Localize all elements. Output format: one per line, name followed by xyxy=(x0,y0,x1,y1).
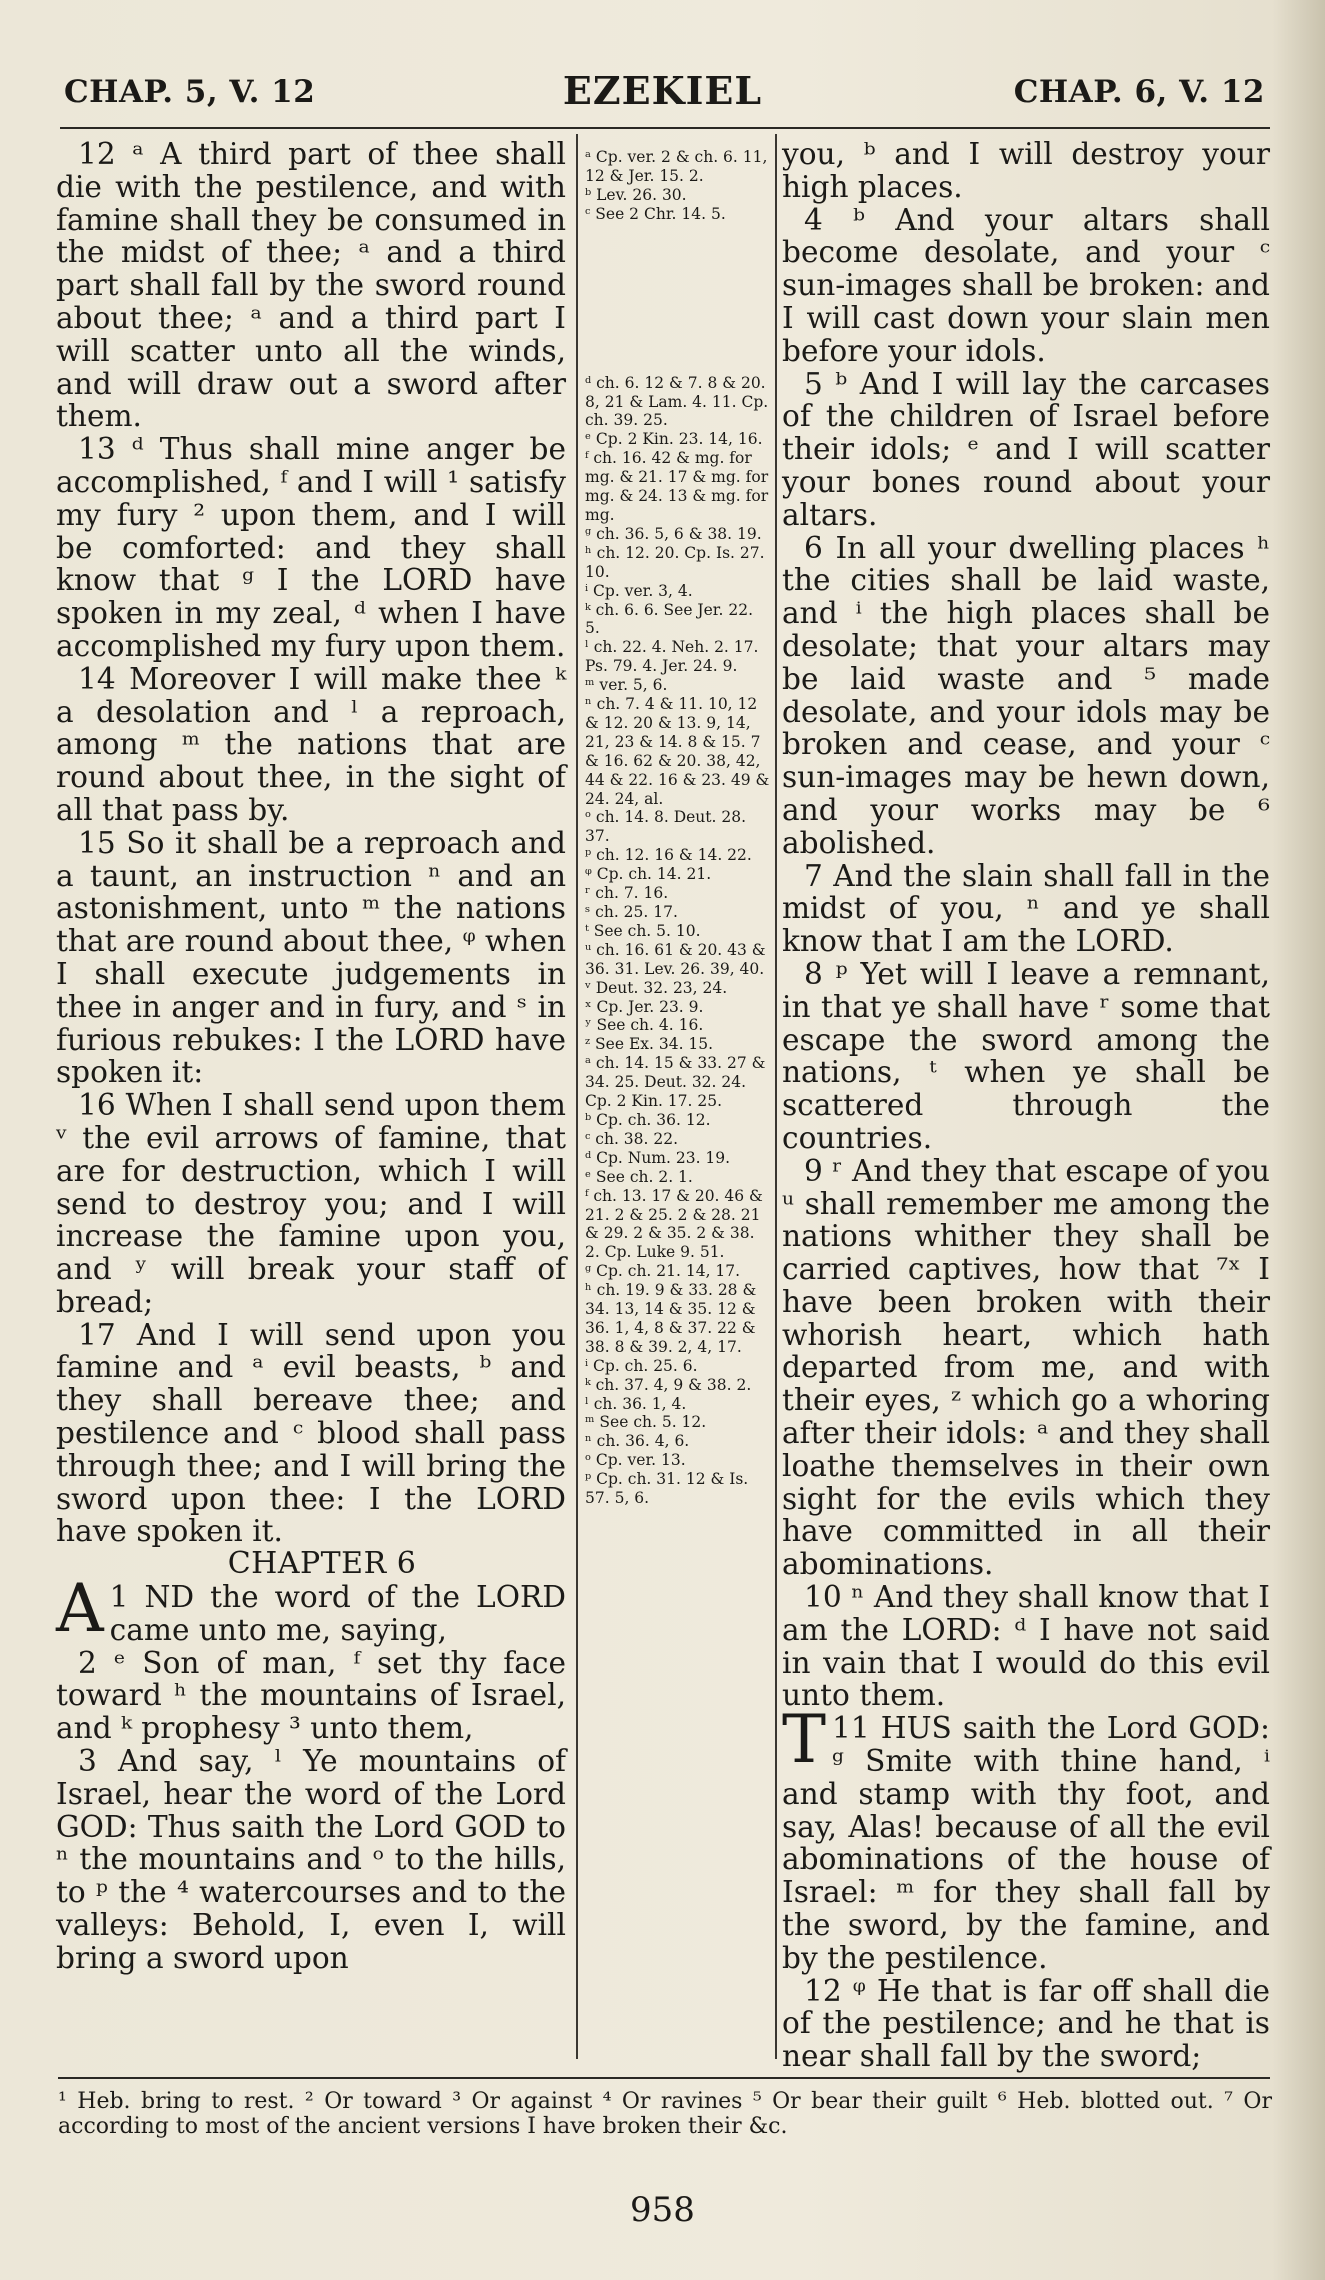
margin-ref: ᵉ Cp. 2 Kin. 23. 14, 16. xyxy=(585,430,763,449)
margin-ref: ᵇ Cp. ch. 36. 12. xyxy=(585,1110,711,1129)
verse-5-12: 12 ᵃ A third part of thee shall die with the pestilence, and with famine shall they be consumed in the midst of thee; ᵃ and a third part shall fall by the sword round about thee; ᵃ and a third part I will scatter unto all the winds, and will draw out a sword after them. xyxy=(56,137,566,434)
chapter-6-heading: CHAPTER 6 xyxy=(227,1546,417,1582)
verse-6-7: 7 And the slain shall fall in the midst of you, ⁿ and ye shall know that I am the LORD. xyxy=(782,858,1270,959)
verse-6-11-number: 11 xyxy=(832,1711,870,1746)
header-chapter-verse-right: CHAP. 6, V. 12 xyxy=(1013,74,1265,110)
verse-6-8: 8 ᵖ Yet will I leave a remnant, in that ye shall have ʳ some that escape the sword among the nations, ᵗ when ye shall be scattered through the countries. xyxy=(782,956,1270,1155)
margin-ref: ᶠ ch. 16. 42 & mg. for mg. & 21. 17 & mg. for mg. & 24. 13 & mg. for mg. xyxy=(585,449,769,524)
margin-ref: ʰ ch. 12. 20. Cp. Is. 27. 10. xyxy=(585,543,765,581)
margin-ref: ᵍ ch. 36. 5, 6 & 38. 19. xyxy=(585,524,762,543)
footnotes: ¹ Heb. bring to rest. ² Or toward ³ Or against ⁴ Or ravines ⁵ Or bear their guilt ⁶ Heb. blotted out. ⁷ Or according to most of the ancient versions I have broken their &c. xyxy=(58,2089,1272,2139)
verse-6-9: 9 ʳ And they that escape of you ᵘ shall remember me among the nations whither they shall be carried captives, how that ⁷ˣ I have been broken with their whorish heart, which hath departed from me, and with their eyes, ᶻ which go a whoring after their idols: ᵃ and they shall loathe themselves in their own sight for the evils which they have committed in all their abominations. xyxy=(782,1153,1270,1582)
margin-ref: ⁿ ch. 7. 4 & 11. 10, 12 & 12. 20 & 13. 9, 14, 21, 23 & 14. 8 & 15. 7 & 16. 62 & 20. 38, 42, 44 & 22. 16 & 23. 49 & 24. 24, al. xyxy=(585,695,770,808)
margin-ref: ᵈ Cp. Num. 23. 19. xyxy=(585,1148,731,1167)
margin-ref: ᵈ ch. 6. 12 & 7. 8 & 20. 8, 21 & Lam. 4. 11. Cp. ch. 39. 25. xyxy=(585,373,769,430)
running-header xyxy=(60,62,1265,122)
margin-ref: ʰ ch. 19. 9 & 33. 28 & 34. 13, 14 & 35. 12 & 36. 1, 4, 8 & 37. 22 & 38. 8 & 39. 2, 4, 17. xyxy=(585,1281,757,1356)
verse-6-1 xyxy=(56,1570,566,1648)
verse-5-13: 13 ᵈ Thus shall mine anger be accomplished, ᶠ and I will ¹ satisfy my fury ² upon them, and I will be comforted: and they shall know that ᵍ I the LORD have spoken in my zeal, ᵈ when I have accomplished my fury upon them. xyxy=(56,432,566,663)
page-number: 958 xyxy=(630,2190,695,2230)
footnote-rule xyxy=(58,2077,1270,2079)
verse-6-11-text: HUS saith the Lord GOD: ᵍ Smite with thine hand, ⁱ and stamp with thy foot, and say, Alas! because of all the evil abominations of the house of Israel: ᵐ for they shall fall by the sword, by the famine, and by the pestilence. xyxy=(782,1711,1270,1975)
margin-ref: ᶜ See 2 Chr. 14. 5. xyxy=(585,204,726,223)
verse-6-5: 5 ᵇ And I will lay the carcases of the children of Israel before their idols; ᵉ and I will scatter your bones round about your altars. xyxy=(782,366,1270,532)
verse-6-3: 3 And say, ˡ Ye mountains of Israel, hear the word of the Lord GOD: Thus saith the Lord GOD to ⁿ the mountains and ᵒ to the hills, to ᵖ the ⁴ watercourses and to the valleys: Behold, I, even I, will bring a sword upon xyxy=(56,1744,566,1975)
margin-ref: ʳ ch. 7. 16. xyxy=(585,884,669,903)
margin-ref: ᵖ ch. 12. 16 & 14. 22. xyxy=(585,846,752,865)
verse-5-14: 14 Moreover I will make thee ᵏ a desolation and ˡ a reproach, among ᵐ the nations that are round about thee, in the sight of all that pass by. xyxy=(56,661,566,827)
verse-6-2: 2 ᵉ Son of man, ᶠ set thy face toward ʰ the mountains of Israel, and ᵏ prophesy ³ unto them, xyxy=(56,1645,566,1746)
margin-ref: ᵉ See ch. 2. 1. xyxy=(585,1167,693,1186)
verse-6-3-continued: you, ᵇ and I will destroy your high places. xyxy=(782,137,1270,204)
margin-ref: ᵠ Cp. ch. 14. 21. xyxy=(585,865,712,884)
verse-6-1-number: 1 xyxy=(109,1580,129,1615)
margin-ref: ᵛ Deut. 32. 23, 24. xyxy=(585,978,728,997)
margin-ref: ⁱ Cp. ver. 3, 4. xyxy=(585,581,693,600)
verse-5-15: 15 So it shall be a reproach and a taunt, an instruction ⁿ and an astonishment, unto ᵐ the nations that are round about thee, ᵠ when I shall execute judgements in thee in anger and in fury, and ˢ in furious rebukes: I the LORD have spoken it: xyxy=(56,825,567,1090)
drop-cap-a: A xyxy=(56,1570,104,1648)
verse-6-6: 6 In all your dwelling places ʰ the cities shall be laid waste, and ⁱ the high places shall be desolate; that your altars may be laid waste and ⁵ made desolate, and your idols may be broken and cease, and your ᶜ sun-images may be hewn down, and your works may be ⁶ abolished. xyxy=(782,530,1270,860)
header-rule xyxy=(60,127,1270,129)
verse-5-16: 16 When I shall send upon them ᵛ the evil arrows of famine, that are for destruction, which I will send to destroy you; and I will increase the famine upon you, and ʸ will break your staff of bread; xyxy=(56,1088,566,1319)
margin-ref: ᶠ ch. 13. 17 & 20. 46 & 21. 2 & 25. 2 & 28. 21 & 29. 2 & 35. 2 & 38. 2. Cp. Luke 9. 51. xyxy=(585,1186,763,1262)
margin-ref: ᵍ Cp. ch. 21. 14, 17. xyxy=(585,1262,741,1281)
margin-ref: ˢ ch. 25. 17. xyxy=(585,903,678,921)
verse-6-1-text: ND the word of the LORD came unto me, saying, xyxy=(109,1580,566,1647)
margin-ref: ᵏ ch. 37. 4, 9 & 38. 2. xyxy=(585,1375,752,1394)
margin-ref: ʸ See ch. 4. 16. xyxy=(585,1016,704,1035)
column-divider-left xyxy=(576,134,578,2059)
margin-ref: ᵃ ch. 14. 15 & 33. 27 & 34. 25. Deut. 32. 24. Cp. 2 Kin. 17. 25. xyxy=(585,1054,766,1111)
margin-ref: ᵖ Cp. ch. 31. 12 & Is. 57. 5, 6. xyxy=(585,1470,749,1508)
margin-ref: ˡ ch. 36. 1, 4. xyxy=(585,1394,687,1413)
verse-6-11 xyxy=(782,1701,1270,1975)
right-text-column xyxy=(782,138,1270,2073)
margin-ref: ˡ ch. 22. 4. Neh. 2. 17. Ps. 79. 4. Jer. 24. 9. xyxy=(585,638,759,676)
margin-ref: ᵃ Cp. ver. 2 & ch. 6. 11, 12 & Jer. 15. 2. xyxy=(585,148,768,185)
margin-ref: ᵐ ver. 5, 6. xyxy=(585,676,668,695)
verse-6-10: 10 ⁿ And they shall know that I am the LORD: ᵈ I have not said in vain that I would do this evil unto them. xyxy=(782,1580,1270,1713)
margin-ref: ᵒ Cp. ver. 13. xyxy=(585,1451,686,1470)
margin-ref: ᶜ ch. 38. 22. xyxy=(585,1129,679,1148)
margin-cross-references xyxy=(585,148,771,2063)
header-chapter-verse-left: CHAP. 5, V. 12 xyxy=(64,74,316,110)
margin-ref: ˣ Cp. Jer. 23. 9. xyxy=(585,997,704,1016)
margin-ref: ᶻ See Ex. 34. 15. xyxy=(585,1035,714,1054)
drop-cap-t: T xyxy=(782,1701,827,1779)
margin-ref: ⁱ Cp. ch. 25. 6. xyxy=(585,1356,698,1375)
header-book-title: EZEKIEL xyxy=(562,68,763,113)
verse-5-17: 17 And I will send upon you famine and ᵃ evil beasts, ᵇ and they shall bereave thee; and pestilence and ᶜ blood shall pass through thee; and I will bring the sword upon thee: I the LORD have spoken it. xyxy=(56,1317,566,1549)
margin-ref: ᵐ See ch. 5. 12. xyxy=(585,1413,707,1432)
verse-6-12: 12 ᵠ He that is far off shall die of the pestilence; and he that is near shall fall by the sword; xyxy=(782,1973,1270,2074)
margin-ref: ᵏ ch. 6. 6. See Jer. 22. 5. xyxy=(585,600,754,638)
margin-ref: ᵒ ch. 14. 8. Deut. 28. 37. xyxy=(585,808,747,846)
verse-6-4: 4 ᵇ And your altars shall become desolate, and your ᶜ sun-images shall be broken: and I will cast down your slain men before your idols. xyxy=(782,202,1270,368)
left-text-column xyxy=(56,138,566,1975)
margin-ref: ᵇ Lev. 26. 30. xyxy=(585,185,687,204)
column-divider-right xyxy=(775,134,777,2059)
margin-ref: ⁿ ch. 36. 4, 6. xyxy=(585,1432,690,1451)
margin-ref: ᵘ ch. 16. 61 & 20. 43 & 36. 31. Lev. 26. 39, 40. xyxy=(585,940,766,978)
margin-ref: ᵗ See ch. 5. 10. xyxy=(585,921,701,940)
